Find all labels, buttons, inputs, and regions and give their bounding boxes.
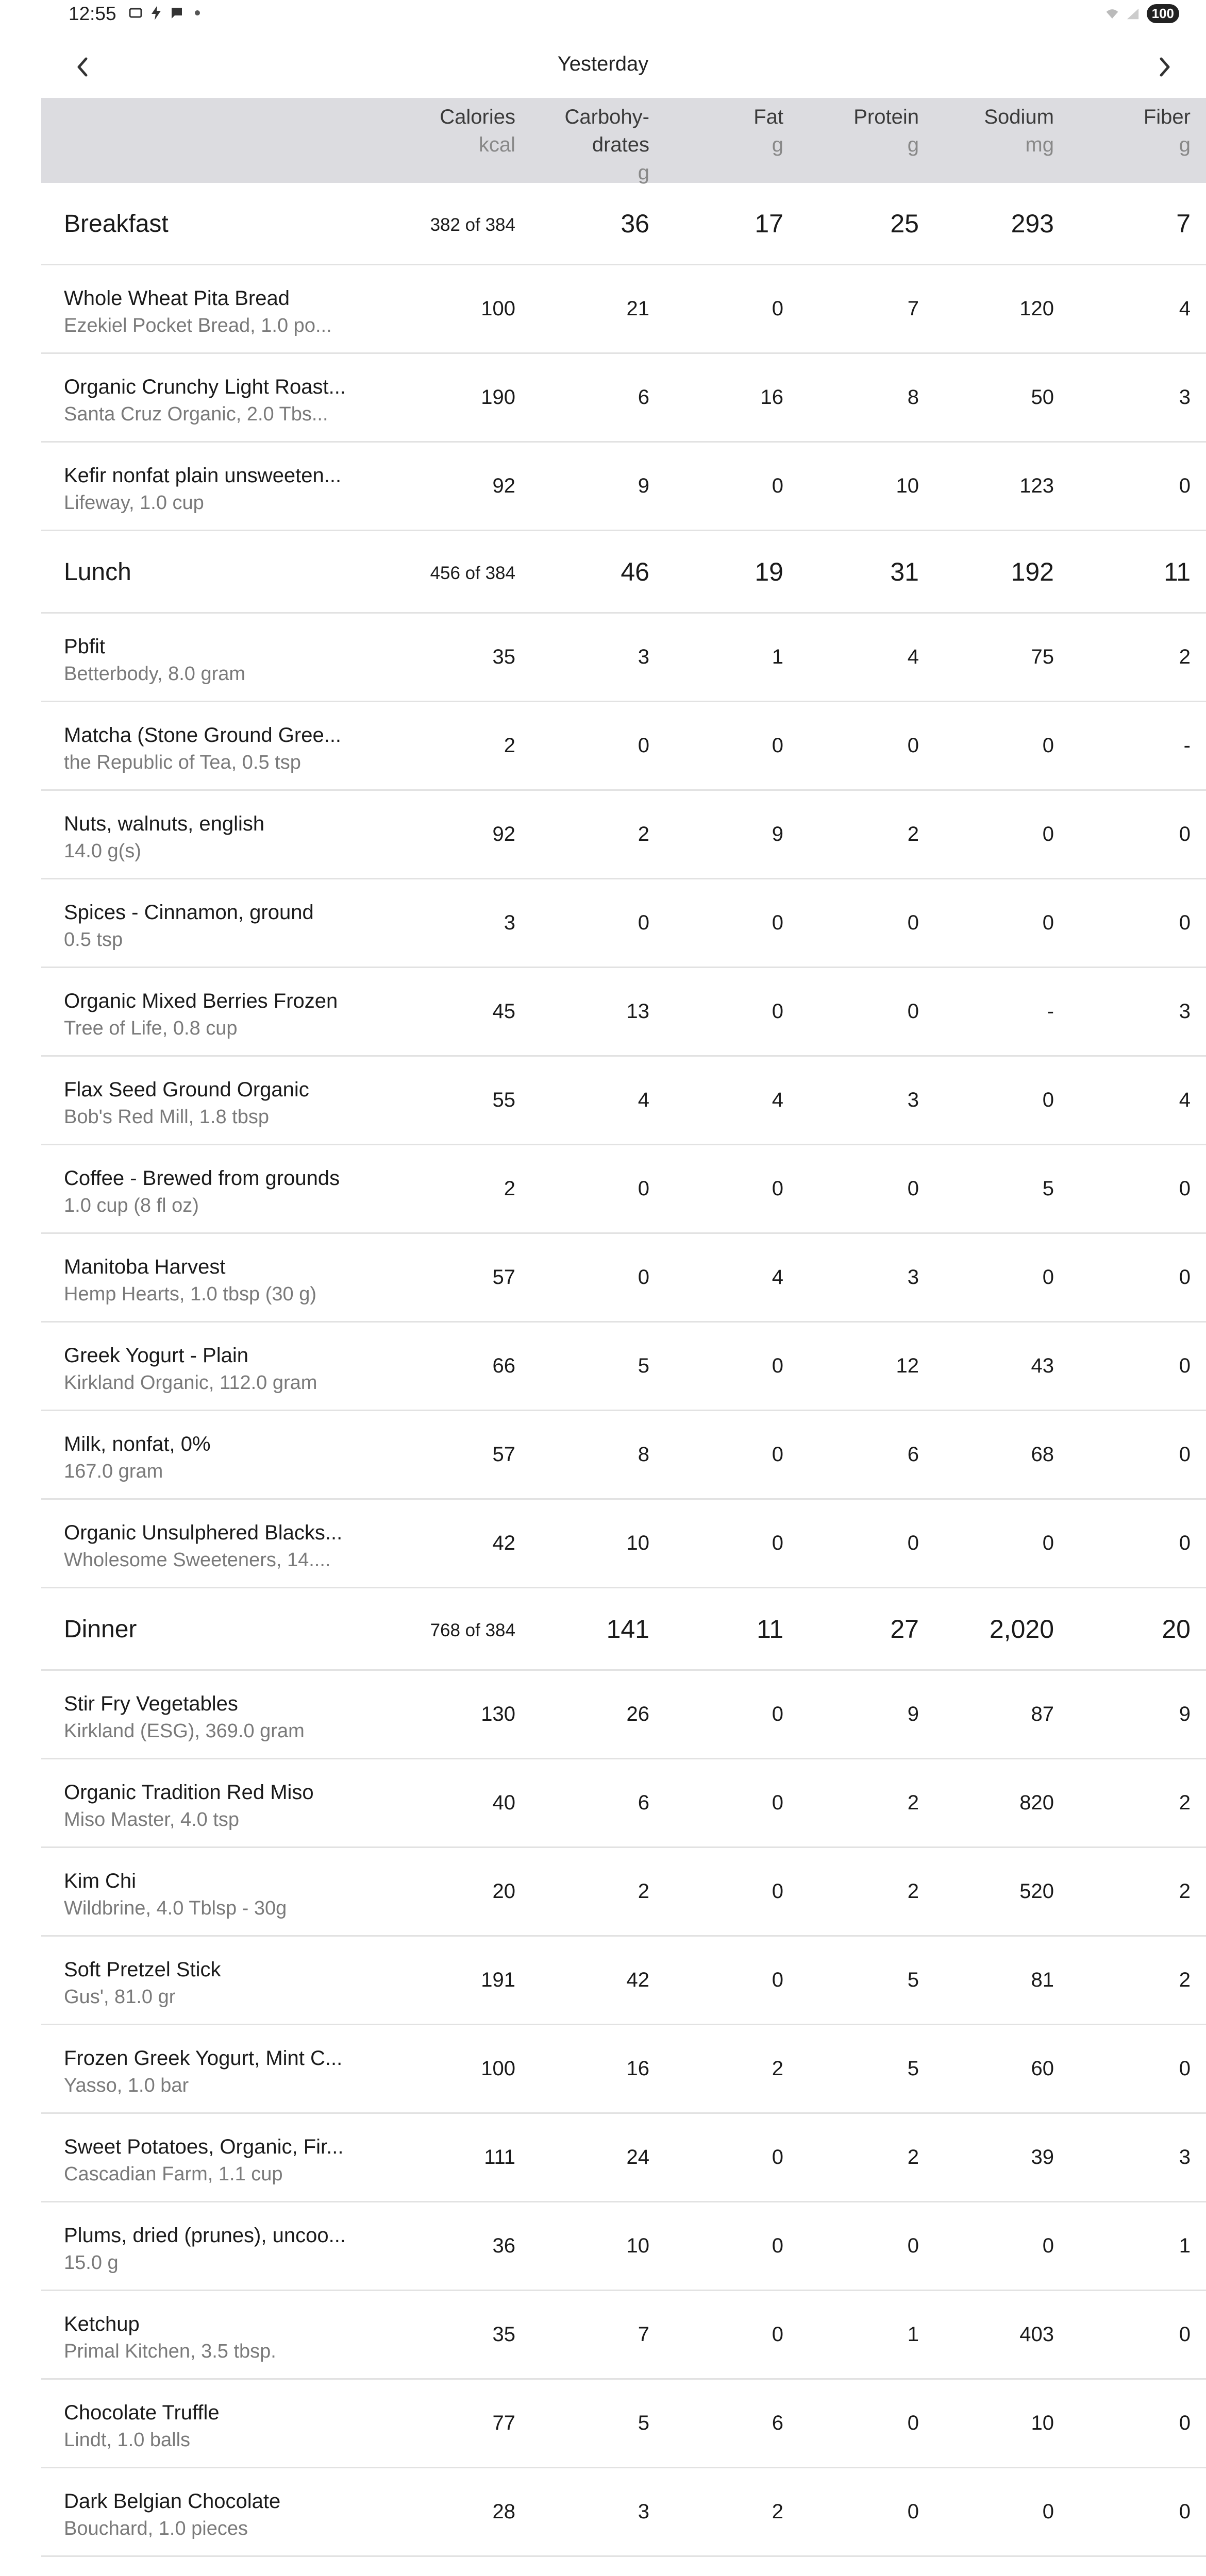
sodium-value: 60 [1031, 2057, 1054, 2080]
fiber-value: 2 [1179, 1791, 1191, 1814]
protein-value: 1 [907, 2323, 919, 2346]
meal-name: Dinner [64, 1616, 137, 1643]
calories-value: 45 [492, 1000, 515, 1023]
battery-badge: 100 [1147, 4, 1179, 23]
food-brand-serving: Wholesome Sweeteners, 14.... [64, 1549, 331, 1571]
food-brand-serving: Cascadian Farm, 1.1 cup [64, 2163, 283, 2185]
carbs-value: 2 [638, 823, 649, 845]
calories-value: 35 [492, 646, 515, 668]
fiber-value: 0 [1179, 1177, 1191, 1200]
fat-value: 0 [772, 1443, 783, 1466]
food-entry-row[interactable] [41, 1671, 1206, 1759]
header-fat [753, 103, 783, 159]
status-bar [0, 0, 1206, 36]
food-entry-row[interactable] [41, 1937, 1206, 2025]
fat-value: 16 [760, 386, 783, 409]
calories-value: 57 [492, 1266, 515, 1289]
sodium-value: 0 [1042, 1266, 1054, 1289]
protein-value: 2 [907, 2146, 919, 2168]
fat-value: 0 [772, 2323, 783, 2346]
protein-value: 25 [890, 209, 919, 238]
fiber-value: 0 [1179, 2500, 1191, 2523]
fiber-value: 0 [1179, 823, 1191, 845]
sodium-value: 10 [1031, 2412, 1054, 2434]
food-brand-serving: Yasso, 1.0 bar [64, 2075, 189, 2096]
carbs-value: 42 [626, 1969, 649, 1991]
sodium-value: 192 [1011, 557, 1054, 586]
calories-value: 35 [492, 2323, 515, 2346]
food-entry-row[interactable] [41, 265, 1206, 354]
food-brand-serving: Santa Cruz Organic, 2.0 Tbs... [64, 403, 328, 425]
status-time: 12:55 [69, 3, 116, 24]
header-fiber-unit: g [1179, 133, 1191, 156]
header-protein [853, 103, 919, 159]
header-carbohydrates [564, 103, 649, 187]
carbs-value: 36 [621, 209, 649, 238]
protein-value: 0 [907, 1177, 919, 1200]
food-brand-serving: Hemp Hearts, 1.0 tbsp (30 g) [64, 1283, 316, 1305]
food-brand-serving: Kirkland Organic, 112.0 gram [64, 1372, 317, 1394]
fiber-value: 0 [1179, 1266, 1191, 1289]
food-brand-serving: Gus', 81.0 gr [64, 1986, 176, 2008]
food-name: Flax Seed Ground Organic [64, 1078, 309, 1101]
sodium-value: 43 [1031, 1354, 1054, 1377]
header-calories [440, 103, 515, 159]
food-entry-row[interactable] [41, 2114, 1206, 2202]
calories-value: 100 [481, 2057, 515, 2080]
food-brand-serving: Lifeway, 1.0 cup [64, 492, 204, 514]
food-entry-row[interactable] [41, 443, 1206, 531]
fiber-value: 3 [1179, 386, 1191, 409]
header-sodium-label: Sodium [984, 106, 1054, 128]
carbs-value: 46 [621, 557, 649, 586]
fat-value: 0 [772, 911, 783, 934]
food-entry-row[interactable] [41, 702, 1206, 791]
food-entry-row[interactable] [41, 1500, 1206, 1588]
food-brand-serving: Bouchard, 1.0 pieces [64, 2518, 248, 2539]
carbs-value: 7 [638, 2323, 649, 2346]
system-icons [1105, 4, 1179, 23]
carbs-value: 3 [638, 2500, 649, 2523]
food-entry-row[interactable] [41, 791, 1206, 879]
fiber-value: 4 [1179, 1089, 1191, 1111]
header-carbs-label-line2: drates [592, 133, 649, 156]
fiber-value: 0 [1179, 2057, 1191, 2080]
screenshot-icon [129, 6, 142, 20]
sodium-value: 120 [1019, 297, 1054, 320]
sodium-value: 0 [1042, 823, 1054, 845]
fiber-value: 20 [1162, 1615, 1191, 1643]
food-log-table [41, 183, 1206, 2576]
sodium-value: 0 [1042, 734, 1054, 757]
sodium-value: 0 [1042, 2234, 1054, 2257]
food-name: Milk, nonfat, 0% [64, 1433, 211, 1455]
calories-value: 55 [492, 1089, 515, 1111]
calories-value: 57 [492, 1443, 515, 1466]
protein-value: 2 [907, 1880, 919, 1903]
food-name: Ketchup [64, 2313, 140, 2335]
food-entry-row[interactable] [41, 614, 1206, 702]
protein-value: 0 [907, 2412, 919, 2434]
sodium-value: - [1047, 1000, 1054, 1023]
fiber-value: 0 [1179, 1532, 1191, 1554]
fiber-value: 11 [1164, 557, 1191, 586]
food-name: Nuts, walnuts, english [64, 812, 265, 835]
protein-value: 0 [907, 1532, 919, 1554]
food-brand-serving: Primal Kitchen, 3.5 tbsp. [64, 2341, 276, 2362]
sodium-value: 123 [1019, 474, 1054, 497]
protein-value: 12 [896, 1354, 919, 1377]
sodium-value: 0 [1042, 1532, 1054, 1554]
date-navigation [0, 36, 1206, 98]
sodium-value: 39 [1031, 2146, 1054, 2168]
notification-icons [129, 6, 204, 20]
food-name: Organic Tradition Red Miso [64, 1781, 314, 1804]
fiber-value: 9 [1179, 1703, 1191, 1725]
fat-value: 1 [772, 646, 783, 668]
protein-value: 0 [907, 2500, 919, 2523]
protein-value: 31 [890, 557, 919, 586]
food-name: Pbfit [64, 635, 106, 658]
protein-value: 0 [907, 734, 919, 757]
fiber-value: 0 [1179, 2323, 1191, 2346]
food-entry-row[interactable] [41, 1848, 1206, 1937]
food-name: Greek Yogurt - Plain [64, 1344, 248, 1367]
sodium-value: 0 [1042, 1089, 1054, 1111]
sodium-value: 5 [1042, 1177, 1054, 1200]
food-brand-serving: Betterbody, 8.0 gram [64, 663, 246, 685]
header-fat-label: Fat [753, 106, 783, 128]
protein-value: 7 [907, 297, 919, 320]
protein-value: 8 [907, 386, 919, 409]
fat-value: 0 [772, 1000, 783, 1023]
carbs-value: 21 [626, 297, 649, 320]
nutrient-header [41, 98, 1206, 183]
wifi-icon [1105, 7, 1119, 21]
protein-value: 4 [907, 646, 919, 668]
meal-header-row[interactable] [41, 531, 1206, 614]
fiber-value: 2 [1179, 646, 1191, 668]
calories-value: 28 [492, 2500, 515, 2523]
sodium-value: 0 [1042, 2500, 1054, 2523]
carbs-value: 6 [638, 1791, 649, 1814]
sodium-value: 293 [1011, 209, 1054, 238]
fiber-value: 7 [1176, 209, 1191, 238]
fat-value: 4 [772, 1266, 783, 1289]
food-name: Sweet Potatoes, Organic, Fir... [64, 2136, 344, 2158]
sodium-value: 0 [1042, 911, 1054, 934]
food-brand-serving: the Republic of Tea, 0.5 tsp [64, 752, 301, 773]
protein-value: 2 [907, 1791, 919, 1814]
protein-value: 5 [907, 2057, 919, 2080]
food-name: Organic Mixed Berries Frozen [64, 990, 338, 1012]
food-entry-row[interactable] [41, 2202, 1206, 2291]
food-name: Frozen Greek Yogurt, Mint C... [64, 2047, 343, 2070]
food-name: Manitoba Harvest [64, 1256, 226, 1278]
calories-value: 768 of 384 [430, 1620, 515, 1640]
fiber-value: 0 [1179, 1443, 1191, 1466]
fiber-value: 0 [1179, 2412, 1191, 2434]
calories-value: 2 [504, 1177, 515, 1200]
calories-value: 40 [492, 1791, 515, 1814]
carbs-value: 4 [638, 1089, 649, 1111]
food-name: Coffee - Brewed from grounds [64, 1167, 340, 1190]
protein-value: 3 [907, 1266, 919, 1289]
carbs-value: 16 [626, 2057, 649, 2080]
fat-value: 0 [772, 1532, 783, 1554]
fiber-value: 0 [1179, 1354, 1191, 1377]
header-carbs-unit: g [638, 161, 649, 184]
fiber-value: 3 [1179, 1000, 1191, 1023]
calories-value: 111 [484, 2146, 515, 2168]
fat-value: 0 [772, 2234, 783, 2257]
calories-value: 66 [492, 1354, 515, 1377]
food-entry-row[interactable] [41, 1057, 1206, 1145]
sodium-value: 403 [1019, 2323, 1054, 2346]
food-entry-row[interactable] [41, 879, 1206, 968]
food-brand-serving: 15.0 g [64, 2252, 119, 2274]
header-sodium [984, 103, 1054, 159]
fiber-value: 0 [1179, 474, 1191, 497]
food-name: Organic Crunchy Light Roast... [64, 376, 346, 398]
dot-icon [191, 6, 204, 20]
header-protein-unit: g [907, 133, 919, 156]
header-fiber-label: Fiber [1143, 106, 1191, 128]
fat-value: 0 [772, 1880, 783, 1903]
food-name: Whole Wheat Pita Bread [64, 287, 290, 310]
chat-icon [170, 6, 183, 20]
calories-value: 3 [504, 911, 515, 934]
fat-value: 0 [772, 1177, 783, 1200]
carbs-value: 0 [638, 1177, 649, 1200]
calories-value: 36 [492, 2234, 515, 2257]
calories-value: 191 [481, 1969, 515, 1991]
carbs-value: 2 [638, 1880, 649, 1903]
fiber-value: 1 [1179, 2234, 1191, 2257]
signal-icon [1126, 7, 1140, 21]
food-brand-serving: 167.0 gram [64, 1461, 163, 1482]
food-brand-serving: 0.5 tsp [64, 929, 123, 951]
calories-value: 130 [481, 1703, 515, 1725]
fiber-value: 3 [1179, 2146, 1191, 2168]
header-protein-label: Protein [853, 106, 919, 128]
food-brand-serving: 1.0 cup (8 fl oz) [64, 1195, 199, 1216]
fat-value: 0 [772, 2146, 783, 2168]
protein-value: 0 [907, 2234, 919, 2257]
food-brand-serving: Wildbrine, 4.0 Tblsp - 30g [64, 1897, 287, 1919]
header-carbs-label-line1: Carbohy- [564, 106, 649, 128]
sodium-value: 68 [1031, 1443, 1054, 1466]
food-name: Spices - Cinnamon, ground [64, 901, 314, 924]
sodium-value: 2,020 [989, 1615, 1054, 1643]
food-brand-serving: Bob's Red Mill, 1.8 tbsp [64, 1106, 269, 1128]
food-entry-row[interactable] [41, 1323, 1206, 1411]
meal-header-row[interactable] [41, 2557, 1206, 2576]
food-brand-serving: 14.0 g(s) [64, 840, 141, 862]
fiber-value: 2 [1179, 1969, 1191, 1991]
protein-value: 5 [907, 1969, 919, 1991]
food-brand-serving: Tree of Life, 0.8 cup [64, 1018, 238, 1039]
fat-value: 0 [772, 474, 783, 497]
header-calories-label: Calories [440, 106, 515, 128]
food-name: Matcha (Stone Ground Gree... [64, 724, 342, 747]
food-name: Chocolate Truffle [64, 2401, 220, 2424]
fat-value: 2 [772, 2500, 783, 2523]
date-label: Yesterday [557, 53, 649, 75]
carbs-value: 5 [638, 1354, 649, 1377]
meal-name: Breakfast [64, 210, 169, 238]
header-fat-unit: g [772, 133, 783, 156]
food-entry-row[interactable] [41, 1145, 1206, 1234]
calories-value: 2 [504, 734, 515, 757]
protein-value: 9 [907, 1703, 919, 1725]
food-entry-row[interactable] [41, 968, 1206, 1057]
carbs-value: 9 [638, 474, 649, 497]
protein-value: 3 [907, 1089, 919, 1111]
sodium-value: 75 [1031, 646, 1054, 668]
food-brand-serving: Kirkland (ESG), 369.0 gram [64, 1720, 305, 1742]
fat-value: 6 [772, 2412, 783, 2434]
protein-value: 27 [890, 1615, 919, 1643]
flash-icon [149, 6, 163, 20]
fat-value: 0 [772, 1703, 783, 1725]
carbs-value: 24 [626, 2146, 649, 2168]
header-fiber [1144, 103, 1191, 159]
fat-value: 0 [772, 297, 783, 320]
protein-value: 2 [907, 823, 919, 845]
fat-value: 17 [755, 209, 783, 238]
carbs-value: 6 [638, 386, 649, 409]
food-entry-row[interactable] [41, 2468, 1206, 2557]
meal-header-row[interactable] [41, 1588, 1206, 1671]
food-name: Stir Fry Vegetables [64, 1692, 238, 1715]
food-entry-row[interactable] [41, 1234, 1206, 1323]
fat-value: 11 [757, 1615, 783, 1643]
food-brand-serving: Ezekiel Pocket Bread, 1.0 po... [64, 315, 332, 336]
food-entry-row[interactable] [41, 1411, 1206, 1500]
food-entry-row[interactable] [41, 2291, 1206, 2380]
food-name: Plums, dried (prunes), uncoo... [64, 2224, 346, 2247]
fiber-value: - [1183, 734, 1191, 757]
carbs-value: 26 [626, 1703, 649, 1725]
food-entry-row[interactable] [41, 1759, 1206, 1848]
food-name: Organic Unsulphered Blacks... [64, 1521, 343, 1544]
fat-value: 0 [772, 1791, 783, 1814]
carbs-value: 141 [606, 1615, 649, 1643]
header-sodium-unit: mg [1025, 133, 1054, 156]
calories-value: 456 of 384 [430, 563, 515, 583]
carbs-value: 5 [638, 2412, 649, 2434]
food-name: Dark Belgian Chocolate [64, 2490, 281, 2513]
chevron-right-icon [1157, 57, 1172, 77]
calories-value: 190 [481, 386, 515, 409]
meal-header-row[interactable] [41, 183, 1206, 265]
fat-value: 2 [772, 2057, 783, 2080]
food-entry-row[interactable] [41, 2025, 1206, 2114]
carbs-value: 8 [638, 1443, 649, 1466]
calories-value: 382 of 384 [430, 215, 515, 235]
protein-value: 0 [907, 911, 919, 934]
header-calories-unit: kcal [478, 133, 515, 156]
next-day-button[interactable] [1149, 52, 1180, 82]
calories-value: 77 [492, 2412, 515, 2434]
food-entry-row[interactable] [41, 354, 1206, 443]
protein-value: 0 [907, 1000, 919, 1023]
carbs-value: 0 [638, 1266, 649, 1289]
sodium-value: 87 [1031, 1703, 1054, 1725]
fiber-value: 0 [1179, 911, 1191, 934]
sodium-value: 520 [1019, 1880, 1054, 1903]
fat-value: 9 [772, 823, 783, 845]
carbs-value: 3 [638, 646, 649, 668]
food-name: Soft Pretzel Stick [64, 1958, 221, 1981]
meal-name: Lunch [64, 558, 131, 586]
fiber-value: 2 [1179, 1880, 1191, 1903]
sodium-value: 820 [1019, 1791, 1054, 1814]
fat-value: 19 [755, 557, 783, 586]
fat-value: 4 [772, 1089, 783, 1111]
food-entry-row[interactable] [41, 2380, 1206, 2468]
fiber-value: 4 [1179, 297, 1191, 320]
sodium-value: 50 [1031, 386, 1054, 409]
protein-value: 6 [907, 1443, 919, 1466]
carbs-value: 10 [626, 1532, 649, 1554]
fat-value: 0 [772, 1354, 783, 1377]
fat-value: 0 [772, 1969, 783, 1991]
food-name: Kim Chi [64, 1870, 137, 1892]
carbs-value: 0 [638, 734, 649, 757]
calories-value: 92 [492, 823, 515, 845]
food-brand-serving: Miso Master, 4.0 tsp [64, 1809, 240, 1831]
sodium-value: 81 [1031, 1969, 1054, 1991]
carbs-value: 13 [626, 1000, 649, 1023]
carbs-value: 10 [626, 2234, 649, 2257]
food-brand-serving: Lindt, 1.0 balls [64, 2429, 191, 2451]
calories-value: 20 [492, 1880, 515, 1903]
protein-value: 10 [896, 474, 919, 497]
calories-value: 42 [492, 1532, 515, 1554]
calories-value: 100 [481, 297, 515, 320]
calories-value: 92 [492, 474, 515, 497]
carbs-value: 0 [638, 911, 649, 934]
fat-value: 0 [772, 734, 783, 757]
food-name: Kefir nonfat plain unsweeten... [64, 464, 342, 487]
